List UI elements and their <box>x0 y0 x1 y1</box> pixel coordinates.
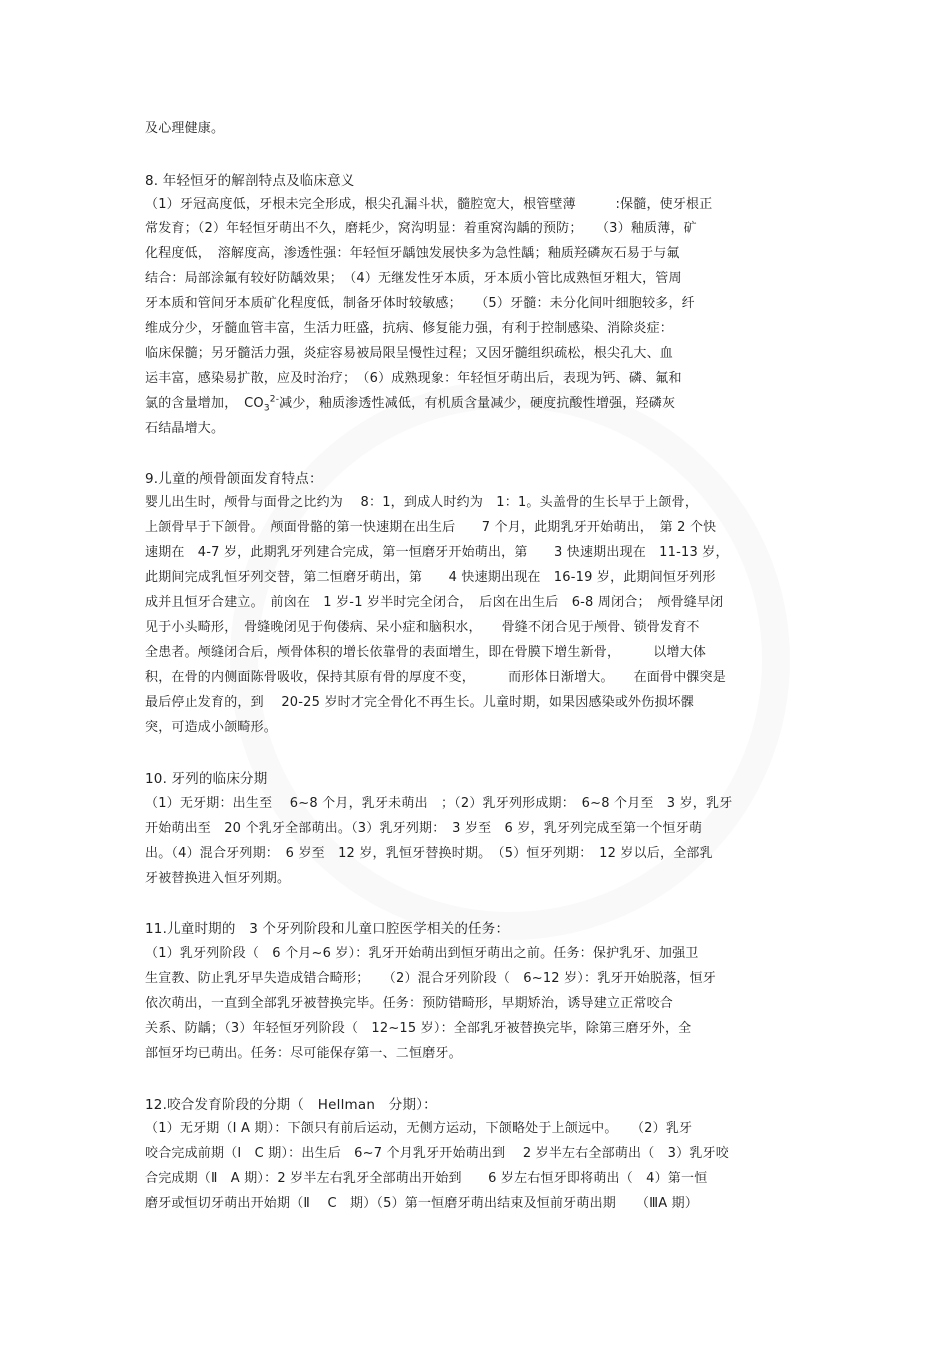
text-line: 化程度低， 溶解度高，渗透性强：年轻恒牙龋蚀发展快多为急性龋；釉质羟磷灰石易于与氟 <box>145 246 680 261</box>
text-line: 全患者。颅缝闭合后，颅骨体积的增长依靠骨的表面增生，即在骨膜下增生新骨， 以增大体 <box>145 645 707 660</box>
text-line: 部恒牙均已萌出。任务：尽可能保存第一、二恒磨牙。 <box>145 1046 462 1061</box>
section-heading: 10. 牙列的临床分期 <box>145 771 268 787</box>
text-line: 石结晶增大。 <box>145 421 225 436</box>
text-line: （1）牙冠高度低，牙根未完全形成，根尖孔漏斗状，髓腔宽大，根管壁薄 :保髓，使牙根正 <box>145 197 713 212</box>
text-line: 磨牙或恒切牙萌出开始期（Ⅱ C 期）（5）第一恒磨牙萌出结束及恒前牙萌出期 （ⅢA 期） <box>145 1196 699 1211</box>
text-line: 婴儿出生时，颅骨与面骨之比约为 8：1，到成人时约为 1：1。头盖骨的生长早于上颌骨， <box>145 495 699 510</box>
section-heading: 12.咬合发育阶段的分期（ Hellman 分期）： <box>145 1097 437 1113</box>
text-line: 咬合完成前期（Ⅰ C 期）：出生后 6~7 个月乳牙开始萌出到 2 岁半左右全部萌出（ 3）乳牙咬 <box>145 1146 729 1161</box>
text-line: 结合：局部涂氟有较好防龋效果； （4）无继发性牙本质，牙本质小管比成熟恒牙粗大，管周 <box>145 271 682 286</box>
co-superscript: 2- <box>269 394 280 405</box>
text-line: 上颌骨早于下颌骨。 颅面骨骼的第一快速期在出生后 7 个月，此期乳牙开始萌出， 第 2 个快 <box>145 520 717 535</box>
text-line: 及心理健康。 <box>145 121 225 136</box>
text-line: 此期间完成乳恒牙列交替，第二恒磨牙萌出，第 4 快速期出现在 16-19 岁，此期间恒牙列形 <box>145 570 716 585</box>
text-line: 突，可造成小颌畸形。 <box>145 720 278 735</box>
text-line: 合完成期（Ⅱ A 期）：2 岁半左右乳牙全部萌出开始到 6 岁左右恒牙即将萌出（ 4）第一恒 <box>145 1171 708 1186</box>
section-heading: 9.儿童的颅骨颌面发育特点： <box>145 471 323 487</box>
text-line: 生宣教、防止乳牙早失造成错合畸形； （2）混合牙列阶段（ 6~12 岁）：乳牙开始脱落，恒牙 <box>145 971 717 986</box>
text-line: 临床保髓；另牙髓活力强，炎症容易被局限呈慢性过程；又因牙髓组织疏松，根尖孔大、血 <box>145 346 674 361</box>
text-line: （1）乳牙列阶段（ 6 个月~6 岁）：乳牙开始萌出到恒牙萌出之前。任务：保护乳牙、加强卫 <box>145 946 699 961</box>
text-line: 关系、防龋；（3）年轻恒牙列阶段（ 12~15 岁）：全部乳牙被替换完毕，除第三磨牙外，全 <box>145 1021 692 1036</box>
text-line: 最后停止发育的，到 20-25 岁时才完全骨化不再生长。儿童时期，如果因感染或外伤损坏髁 <box>145 695 695 710</box>
text-line: 常发育；（2）年轻恒牙萌出不久，磨耗少，窝沟明显：着重窝沟龋的预防； （3）釉质薄，矿 <box>145 221 697 236</box>
text-line: 维成分少，牙髓血管丰富，生活力旺盛，抗病、修复能力强，有利于控制感染、消除炎症： <box>145 321 674 336</box>
section-heading: 11.儿童时期的 3 个牙列阶段和儿童口腔医学相关的任务： <box>145 921 510 937</box>
text-line: 牙本质和管间牙本质矿化程度低，制备牙体时较敏感； （5）牙髓：未分化间叶细胞较多，纤 <box>145 296 695 311</box>
text-line: 牙被替换进入恒牙列期。 <box>145 871 291 886</box>
formula-before: 氯的含量增加， <box>145 396 245 411</box>
co-subscript: 3 <box>263 403 270 414</box>
text-line: 见于小头畸形， 骨缝晚闭见于佝偻病、呆小症和脑积水， 骨缝不闭合见于颅骨、锁骨发育不 <box>145 620 700 635</box>
section-heading: 8. 年轻恒牙的解剖特点及临床意义 <box>145 173 355 189</box>
text-line: 开始萌出至 20 个乳牙全部萌出。（3）乳牙列期： 3 岁至 6 岁，乳牙列完成至第一个恒牙萌 <box>145 821 703 836</box>
co-text: CO <box>244 396 264 411</box>
text-line: 速期在 4-7 岁，此期乳牙列建合完成，第一恒磨牙开始萌出，第 3 快速期出现在 11-13 岁， <box>145 545 729 560</box>
text-line: 成并且恒牙合建立。 前囟在 1 岁-1 岁半时完全闭合， 后囟在出生后 6-8 周闭合； 颅骨缝早闭 <box>145 595 724 610</box>
text-line: 依次萌出，一直到全部乳牙被替换完毕。任务：预防错畸形，早期矫治，诱导建立正常咬合 <box>145 996 674 1011</box>
text-line: 积，在骨的内侧面陈骨吸收，保持其原有骨的厚度不变， 而形体日渐增大。 在面骨中髁突是 <box>145 670 727 685</box>
text-line: （1）无牙期（Ⅰ A 期）：下颌只有前后运动，无侧方运动，下颌略处于上颌远中。 （2）乳牙 <box>145 1121 693 1136</box>
text-line: 出。（4）混合牙列期： 6 岁至 12 岁，乳恒牙替换时期。 （5）恒牙列期： 12 岁以后，全部乳 <box>145 846 713 861</box>
formula-line <box>145 396 675 412</box>
text-line: （1）无牙期：出生至 6~8 个月，乳牙未萌出 ；（2）乳牙列形成期： 6~8 个月至 3 岁，乳牙 <box>145 796 733 811</box>
formula-after: 减少，釉质渗透性减低，有机质含量减少，硬度抗酸性增强，羟磷灰 <box>279 396 676 411</box>
text-line: 运丰富，感染易扩散，应及时治疗； （6）成熟现象：年轻恒牙萌出后，表现为钙、磷、氟和 <box>145 371 682 386</box>
